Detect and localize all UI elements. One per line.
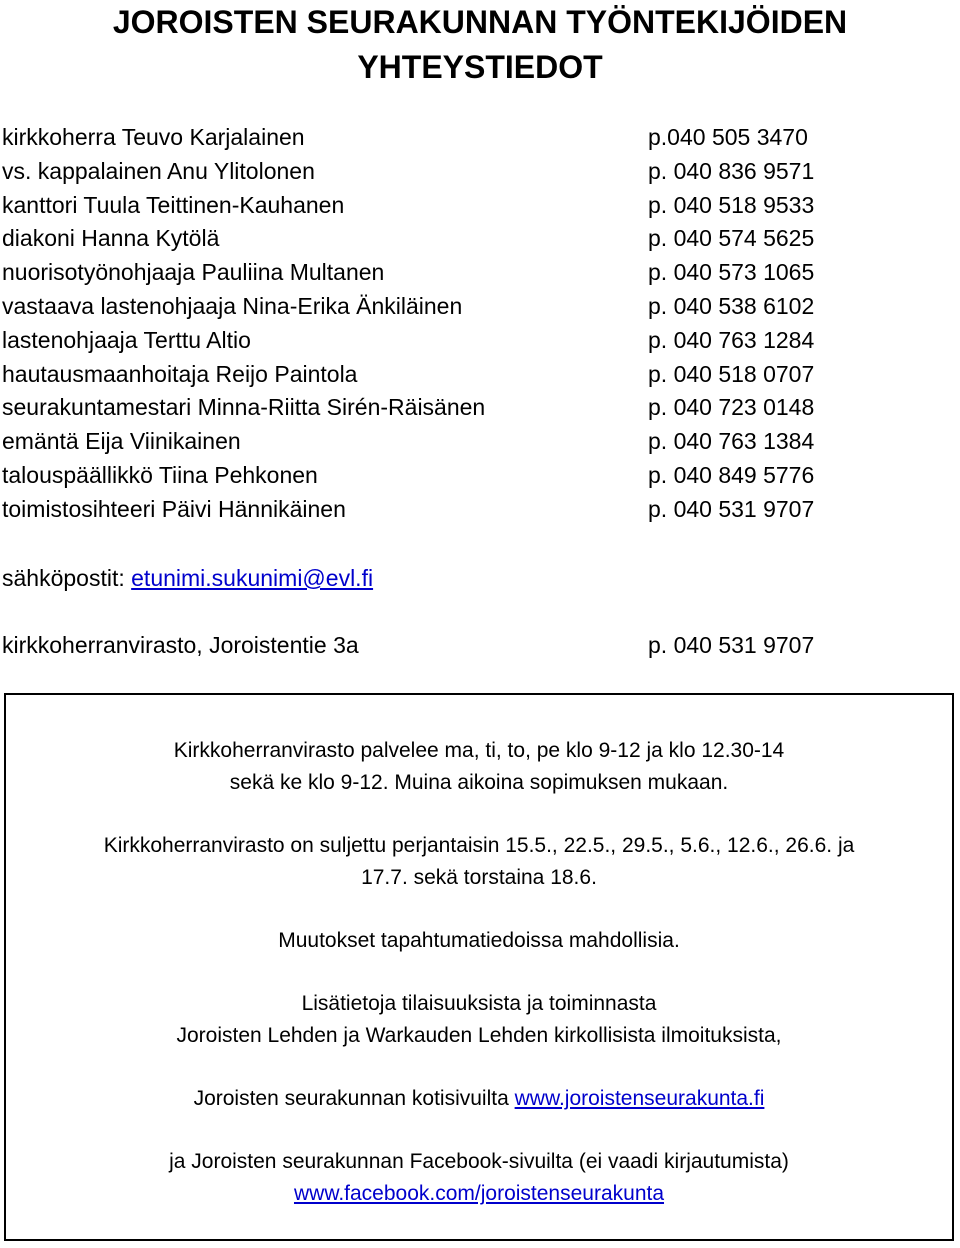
contact-phone: p. 040 836 9571 — [648, 157, 815, 184]
contact-name: vs. kappalainen Anu Ylitolonen — [2, 157, 315, 184]
changes-line: Muutokset tapahtumatiedoissa mahdollisia. — [278, 929, 680, 952]
contact-phone: p. 040 763 1384 — [648, 428, 815, 455]
contact-phone: p. 040 574 5625 — [648, 225, 815, 252]
email-line — [2, 563, 373, 593]
office-line — [2, 630, 852, 660]
contact-row — [2, 324, 852, 358]
website-line — [6, 1083, 952, 1115]
contact-row — [2, 189, 852, 223]
contact-name: talouspäällikkö Tiina Pehkonen — [2, 461, 318, 488]
contact-phone: p. 040 763 1284 — [648, 326, 815, 353]
email-label: sähköpostit: — [2, 565, 125, 591]
contact-phone: p. 040 538 6102 — [648, 292, 815, 319]
contact-list — [2, 121, 852, 527]
hours-line-2: sekä ke klo 9-12. Muina aikoina sopimuksen mukaan. — [229, 771, 729, 794]
contact-name: hautausmaanhoitaja Reijo Paintola — [2, 360, 358, 387]
facebook-link-line — [6, 1178, 952, 1210]
contact-name: seurakuntamestari Minna-Riitta Sirén-Räisänen — [2, 394, 486, 421]
contact-phone: p. 040 518 9533 — [648, 191, 815, 218]
contact-row — [2, 493, 852, 527]
title-line-1: JOROISTEN SEURAKUNNAN TYÖNTEKIJÖIDEN — [112, 4, 848, 40]
notice-box — [4, 693, 954, 1241]
info-line-1: Lisätietoja tilaisuuksista ja toiminnasta — [301, 992, 657, 1015]
facebook-link[interactable]: www.facebook.com/joroistenseurakunta — [293, 1182, 665, 1205]
contact-row — [2, 121, 852, 155]
email-link[interactable]: etunimi.sukunimi@evl.fi — [131, 565, 374, 591]
contact-phone: p.040 505 3470 — [648, 124, 808, 150]
contact-name: kanttori Tuula Teittinen-Kauhanen — [2, 191, 345, 218]
hours-line-1: Kirkkoherranvirasto palvelee ma, ti, to, pe klo 9-12 ja klo 12.30-14 — [173, 739, 785, 762]
info-line-2: Joroisten Lehden ja Warkauden Lehden kirkollisista ilmoituksista, — [176, 1024, 782, 1047]
closed-line-1: Kirkkoherranvirasto on suljettu perjantaisin 15.5., 22.5., 29.5., 5.6., 12.6., 26.6. ja — [103, 834, 855, 857]
contact-name: emäntä Eija Viinikainen — [2, 428, 241, 455]
contact-name: diakoni Hanna Kytölä — [2, 225, 220, 252]
facebook-line: ja Joroisten seurakunnan Facebook-sivuilta (ei vaadi kirjautumista) — [169, 1150, 789, 1173]
office-phone: p. 040 531 9707 — [648, 632, 815, 658]
contact-phone: p. 040 518 0707 — [648, 360, 815, 387]
contact-row — [2, 391, 852, 425]
contact-name: kirkkoherra Teuvo Karjalainen — [2, 124, 305, 150]
contact-name: lastenohjaaja Terttu Altio — [2, 326, 251, 353]
office-label: kirkkoherranvirasto, Joroistentie 3a — [2, 632, 359, 658]
contact-row — [2, 222, 852, 256]
contact-row — [2, 256, 852, 290]
title-line-2: YHTEYSTIEDOT — [357, 49, 603, 85]
contact-row — [2, 155, 852, 189]
closed-line-2: 17.7. sekä torstaina 18.6. — [361, 866, 597, 889]
contact-phone: p. 040 723 0148 — [648, 394, 815, 421]
contact-phone: p. 040 573 1065 — [648, 259, 815, 286]
contact-row — [2, 290, 852, 324]
contact-phone: p. 040 531 9707 — [648, 495, 815, 522]
contact-name: nuorisotyönohjaaja Pauliina Multanen — [2, 259, 385, 286]
website-prefix: Joroisten seurakunnan kotisivuilta — [193, 1087, 509, 1110]
contact-name: vastaava lastenohjaaja Nina-Erika Änkiläinen — [2, 292, 463, 319]
website-link[interactable]: www.joroistenseurakunta.fi — [514, 1087, 765, 1110]
contact-row — [2, 358, 852, 392]
contact-row — [2, 459, 852, 493]
contact-name: toimistosihteeri Päivi Hännikäinen — [2, 495, 346, 522]
contact-phone: p. 040 849 5776 — [648, 461, 815, 488]
page-title — [0, 0, 960, 90]
contact-row — [2, 425, 852, 459]
